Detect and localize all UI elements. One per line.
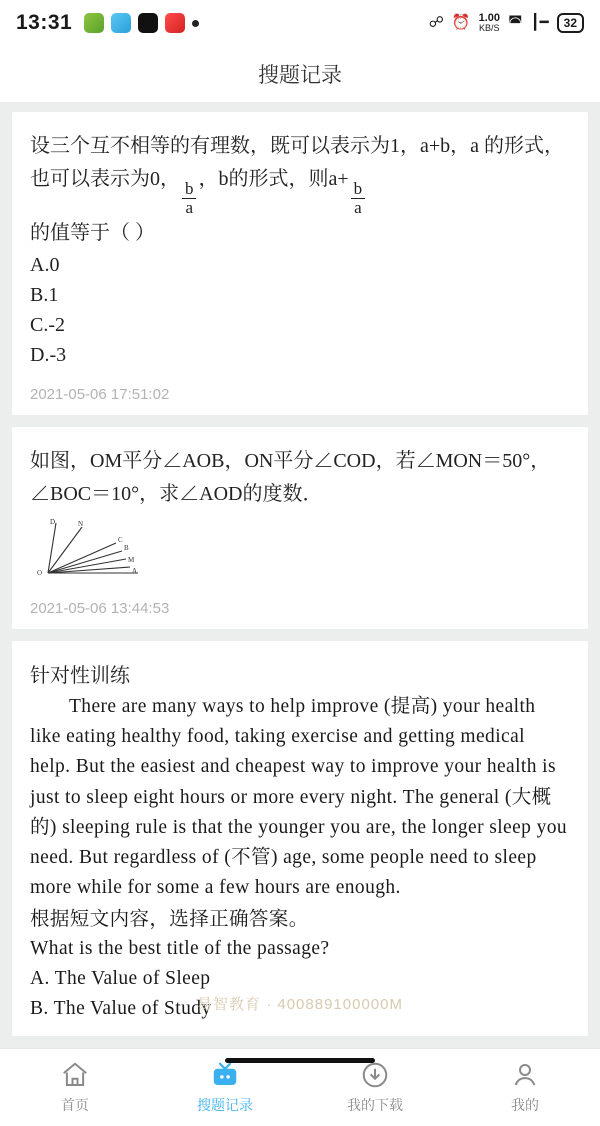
red-app-icon [165, 13, 185, 33]
network-speed-unit: KB/S [479, 23, 500, 34]
tab-search-records-label: 搜题记录 [197, 1097, 253, 1114]
option-c: C.-2 [30, 314, 65, 337]
svg-text:M: M [128, 556, 135, 565]
svg-text:B: B [124, 544, 129, 553]
status-time: 13:31 [16, 11, 73, 34]
person-icon [510, 1060, 540, 1090]
fraction-denominator: a [182, 198, 196, 217]
question-text-part1: 设三个互不相等的有理数，既可以表示为1，a+b，a 的形式，也可以表示为0， [30, 135, 565, 190]
tab-profile[interactable] [450, 1060, 600, 1115]
network-speed [479, 13, 500, 34]
geometry-figure [34, 517, 570, 584]
dot-icon [192, 20, 199, 27]
records-list[interactable] [0, 102, 600, 1048]
alarm-icon: ⏰ [451, 14, 471, 32]
fraction-numerator: b [185, 179, 194, 199]
fraction-denominator: a [351, 198, 365, 217]
svg-text:A: A [132, 567, 138, 576]
bluetooth-icon: ☍ [428, 14, 444, 32]
svg-text:D: D [50, 518, 56, 527]
fraction-numerator: b [353, 179, 363, 199]
svg-text:O: O [37, 569, 43, 578]
tab-profile-label: 我的 [511, 1097, 539, 1114]
home-indicator [225, 1058, 375, 1063]
page-title: 搜题记录 [258, 64, 342, 87]
battery-indicator: 32 [557, 13, 584, 33]
passage-option-b: B. The Value of Study [30, 998, 212, 1020]
passage-body [30, 692, 570, 1024]
passage-option-a: A. The Value of Sleep [30, 968, 211, 989]
blue-app-icon [111, 13, 131, 33]
tv-icon [210, 1060, 240, 1090]
signal-icon: ┃━ [530, 14, 549, 32]
tab-search-records[interactable] [150, 1060, 300, 1115]
svg-text:C: C [118, 536, 123, 545]
record-timestamp: 2021-05-06 17:51:02 [30, 386, 170, 404]
fraction-b-over-a-2 [351, 180, 366, 217]
passage-paragraph: There are many ways to help improve (提高) your health like eating healthy food, taking exercise and getting medical help. But the easiest and cheapest way to improve your health is just to sleep eight hours or more every night. The general (大概的) sleeping rule is that the younger you are, the longer sleep you need. But regardless of (不管) age, some people need to sleep more while for some a few hours are enough. [30, 696, 568, 899]
tab-my-downloads-label: 我的下载 [347, 1097, 403, 1114]
record-card-geometry[interactable] [12, 427, 588, 629]
download-icon [360, 1060, 390, 1090]
tab-home[interactable] [0, 1060, 150, 1115]
home-icon [60, 1060, 90, 1090]
wifi-icon: ◚ [508, 14, 523, 32]
network-speed-value: 1.00 [478, 11, 501, 24]
watermark: 易智教育 · 400889100000M [197, 996, 403, 1014]
record-card-english[interactable] [12, 641, 588, 1036]
record-card-math[interactable] [12, 112, 588, 415]
option-d: D.-3 [30, 344, 67, 367]
passage-instruction: 根据短文内容，选择正确答案。 [30, 907, 309, 930]
title-bar [0, 46, 600, 102]
tab-my-downloads[interactable] [300, 1060, 450, 1115]
passage-question: What is the best title of the passage? [30, 937, 330, 959]
option-b: B.1 [30, 284, 59, 307]
question-text-part3: 的值等于（ ） [30, 222, 155, 245]
green-app-icon [84, 13, 104, 33]
passage-title: 针对性训练 [30, 665, 130, 688]
question-text: 如图，OM平分∠AOB，ON平分∠COD，若∠MON＝50°，∠BOC＝10°，求∠AOD的度数． [30, 450, 551, 506]
svg-text:N: N [78, 520, 84, 529]
tiktok-icon [138, 13, 158, 33]
option-a: A.0 [30, 254, 60, 277]
status-app-icons [84, 13, 199, 33]
fraction-b-over-a-1 [182, 180, 197, 217]
question-text [30, 130, 570, 250]
tab-home-label: 首页 [61, 1097, 89, 1114]
question-text-part2: ，b的形式，则a+ [198, 168, 349, 190]
status-bar [0, 0, 600, 46]
record-timestamp: 2021-05-06 13:44:53 [30, 600, 170, 618]
